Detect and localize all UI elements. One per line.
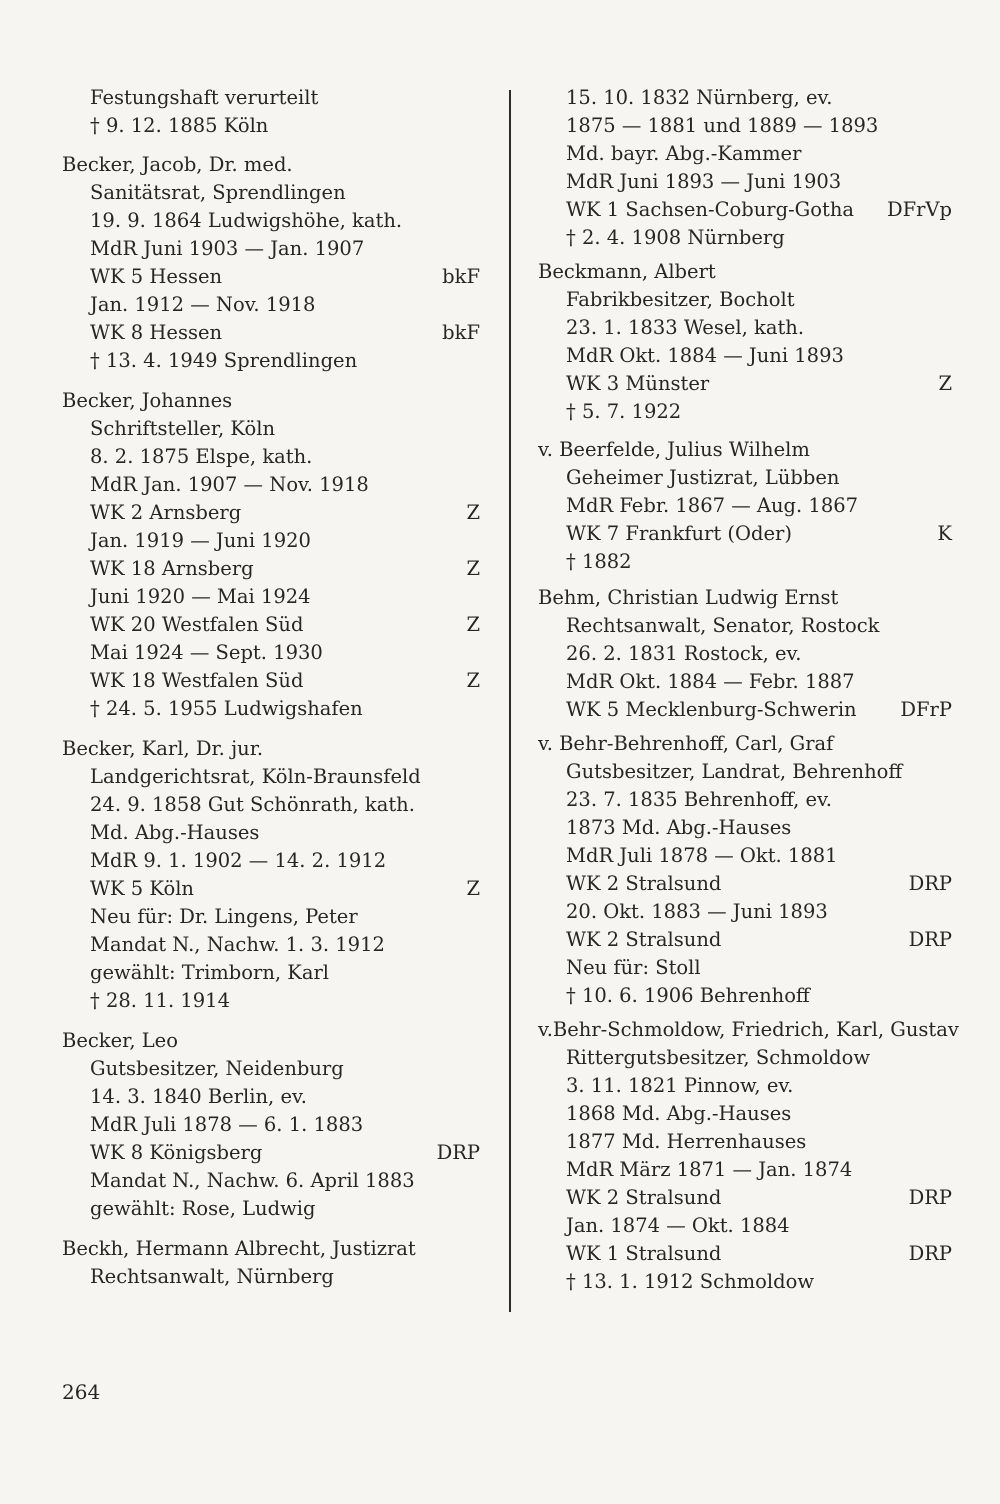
entry-line [62,763,480,791]
column-divider [509,90,511,1312]
entry-name [62,1027,480,1055]
entry-line [538,464,952,492]
entry-line-text: Rittergutsbesitzer, Schmoldow [566,1046,871,1069]
entry-line-text: WK 3 Münster [566,372,710,395]
entry-line-text: † 10. 6. 1906 Behrenhoff [566,984,810,1007]
entry-line [62,1263,480,1291]
entry-line [62,112,480,140]
party-label: K [937,522,952,545]
entry-line [62,639,480,667]
entry-line-text: Mandat N., Nachw. 6. April 1883 [90,1169,415,1192]
entry-line-text: Rechtsanwalt, Senator, Rostock [566,614,880,637]
entry-line-text: WK 2 Arnsberg [90,501,242,524]
entry-line-text: Md. Abg.-Hauses [90,821,260,844]
entry-line [538,814,952,842]
entry-line-text: 1873 Md. Abg.-Hauses [566,816,792,839]
party-label: DFrP [900,698,952,721]
entry-line [538,1240,952,1268]
entry-line [62,1083,480,1111]
party-label: bkF [442,321,480,344]
entry-line [62,207,480,235]
entry-line [538,1212,952,1240]
biography-entry [62,387,480,723]
entry-line-text: Geheimer Justizrat, Lübben [566,466,840,489]
entry-line-text: 1875 — 1881 und 1889 — 1893 [566,114,879,137]
entry-line-text: Landgerichtsrat, Köln-Braunsfeld [90,765,421,788]
entry-line-text: † 13. 4. 1949 Sprendlingen [90,349,358,372]
entry-line-text: 15. 10. 1832 Nürnberg, ev. [566,86,833,109]
entry-line-text: MdR Juli 1878 — 6. 1. 1883 [90,1113,364,1136]
entry-line [538,1100,952,1128]
entry-line-text: † 28. 11. 1914 [90,989,230,1012]
entry-line-text: gewählt: Rose, Ludwig [90,1197,316,1220]
entry-line-text: Becker, Karl, Dr. jur. [62,737,264,760]
entry-line-text: WK 20 Westfalen Süd [90,613,304,636]
entry-line [538,342,952,370]
entry-line [538,1156,952,1184]
entry-line [62,695,480,723]
entry-line-text: Beckmann, Albert [538,260,716,283]
entry-line [538,84,952,112]
entry-line-text: MdR Juli 1878 — Okt. 1881 [566,844,838,867]
entry-line-text: Rechtsanwalt, Nürnberg [90,1265,334,1288]
entry-line-text: 20. Okt. 1883 — Juni 1893 [566,900,828,923]
biography-entry [62,1027,480,1223]
entry-name [538,258,952,286]
entry-line [538,1268,952,1296]
entry-line [62,875,480,903]
entry-line [538,1184,952,1212]
entry-line [62,903,480,931]
biography-entry [62,84,480,140]
entry-line [538,982,952,1010]
entry-line-text: WK 18 Arnsberg [90,557,254,580]
party-label: DRP [436,1141,480,1164]
entry-line [62,555,480,583]
entry-line [538,786,952,814]
party-label: DRP [908,1186,952,1209]
entry-line-text: MdR Juni 1893 — Juni 1903 [566,170,842,193]
entry-line-text: 19. 9. 1864 Ludwigshöhe, kath. [90,209,403,232]
entry-line [62,1139,480,1167]
entry-line-text: MdR März 1871 — Jan. 1874 [566,1158,853,1181]
entry-name [62,1235,480,1263]
party-label: Z [466,501,480,524]
entry-line-text: † 13. 1. 1912 Schmoldow [566,1270,815,1293]
entry-line [62,791,480,819]
entry-line [62,263,480,291]
entry-line-text: Neu für: Stoll [566,956,701,979]
entry-line-text: Becker, Johannes [62,389,233,412]
entry-line [62,84,480,112]
entry-line-text: WK 7 Frankfurt (Oder) [566,522,792,545]
entry-line-text: WK 8 Königsberg [90,1141,263,1164]
entry-name [62,735,480,763]
entry-line [62,667,480,695]
entry-line [538,548,952,576]
entry-line [62,1111,480,1139]
entry-line-text: † 1882 [566,550,632,573]
entry-line-text: † 2. 4. 1908 Nürnberg [566,226,785,249]
entry-line-text: WK 2 Stralsund [566,872,722,895]
page-number: 264 [62,1380,101,1404]
biography-entry [62,1235,480,1291]
entry-line [538,112,952,140]
entry-line [62,471,480,499]
party-label: DRP [908,872,952,895]
entry-line [62,819,480,847]
party-label: Z [466,877,480,900]
entry-line [62,1195,480,1223]
entry-line-text: 26. 2. 1831 Rostock, ev. [566,642,802,665]
entry-line [538,492,952,520]
entry-line [62,347,480,375]
entry-line-text: WK 2 Stralsund [566,1186,722,1209]
entry-line [538,954,952,982]
entry-line [538,224,952,252]
entry-line-text: WK 1 Sachsen-Coburg-Gotha [566,198,855,221]
entry-line-text: MdR 9. 1. 1902 — 14. 2. 1912 [90,849,387,872]
entry-line-text: WK 8 Hessen [90,321,223,344]
entry-line-text: 8. 2. 1875 Elspe, kath. [90,445,313,468]
biography-entry [538,1016,959,1296]
biography-entry [538,84,952,252]
entry-line-text: gewählt: Trimborn, Karl [90,961,330,984]
entry-line-text: WK 1 Stralsund [566,1242,722,1265]
entry-line-text: 23. 1. 1833 Wesel, kath. [566,316,805,339]
entry-name [538,584,952,612]
biography-entry [538,436,952,576]
entry-name [538,1016,959,1044]
right-column [538,84,959,1296]
entry-line [538,842,952,870]
entry-line-text: MdR Okt. 1884 — Febr. 1887 [566,670,855,693]
biography-entry [538,730,952,1010]
entry-line-text: 24. 9. 1858 Gut Schönrath, kath. [90,793,415,816]
entry-line-text: WK 5 Hessen [90,265,223,288]
entry-line-text: Md. bayr. Abg.-Kammer [566,142,802,165]
biography-entry [538,258,952,426]
entry-line [62,1167,480,1195]
party-label: Z [466,557,480,580]
entry-line-text: 14. 3. 1840 Berlin, ev. [90,1085,307,1108]
entry-line [538,314,952,342]
entry-line [538,898,952,926]
entry-line [538,1044,952,1072]
party-label: DFrVp [886,198,952,221]
entry-name [538,436,952,464]
entry-line [538,696,952,724]
party-label: DRP [908,928,952,951]
entry-line [62,499,480,527]
entry-line-text: Mandat N., Nachw. 1. 3. 1912 [90,933,385,956]
party-label: Z [938,372,952,395]
entry-line-text: 23. 7. 1835 Behrenhoff, ev. [566,788,832,811]
party-label: Z [466,613,480,636]
entry-line-text: Jan. 1874 — Okt. 1884 [566,1214,790,1237]
entry-line-text: WK 18 Westfalen Süd [90,669,304,692]
entry-line [538,140,952,168]
entry-line [538,286,952,314]
entry-line-text: v. Behr-Behrenhoff, Carl, Graf [538,732,834,755]
entry-line-text: Gutsbesitzer, Neidenburg [90,1057,344,1080]
entry-line-text: Fabrikbesitzer, Bocholt [566,288,795,311]
entry-name [62,387,480,415]
biography-entry [538,584,952,724]
entry-line [62,179,480,207]
entry-line-text: Neu für: Dr. Lingens, Peter [90,905,358,928]
entry-line-text: MdR Febr. 1867 — Aug. 1867 [566,494,859,517]
entry-line [538,1072,952,1100]
entry-line-text: Jan. 1912 — Nov. 1918 [90,293,316,316]
entry-line-text: Becker, Jacob, Dr. med. [62,153,293,176]
entry-line-text: Gutsbesitzer, Landrat, Behrenhoff [566,760,903,783]
entry-line-text: Juni 1920 — Mai 1924 [90,585,311,608]
entry-line-text: Mai 1924 — Sept. 1930 [90,641,323,664]
entry-line [538,520,952,548]
left-column [62,84,480,1291]
party-label: DRP [908,1242,952,1265]
entry-line [538,168,952,196]
entry-line-text: WK 5 Köln [90,877,194,900]
entry-line-text: Festungshaft verurteilt [90,86,319,109]
entry-line-text: † 5. 7. 1922 [566,400,682,423]
entry-line-text: Sanitätsrat, Sprendlingen [90,181,346,204]
biography-entry [62,735,480,1015]
entry-line-text: WK 2 Stralsund [566,928,722,951]
entry-line [62,611,480,639]
entry-line [538,612,952,640]
entry-line-text: Jan. 1919 — Juni 1920 [90,529,311,552]
entry-line [62,319,480,347]
entry-line-text: Becker, Leo [62,1029,178,1052]
entry-line [538,870,952,898]
entry-line [62,415,480,443]
entry-line-text: v. Beerfelde, Julius Wilhelm [538,438,810,461]
entry-line [538,926,952,954]
entry-line [538,370,952,398]
entry-line [62,847,480,875]
entry-line [62,959,480,987]
entry-line-text: 1877 Md. Herrenhauses [566,1130,807,1153]
entry-line [62,1055,480,1083]
entry-line-text: † 9. 12. 1885 Köln [90,114,269,137]
entry-name [62,151,480,179]
biography-entry [62,151,480,375]
entry-line [62,583,480,611]
entry-line [62,235,480,263]
entry-line [538,398,952,426]
entry-line-text: Schriftsteller, Köln [90,417,276,440]
entry-line-text: MdR Juni 1903 — Jan. 1907 [90,237,365,260]
entry-line [62,527,480,555]
entry-line [538,668,952,696]
entry-line-text: Behm, Christian Ludwig Ernst [538,586,839,609]
party-label: bkF [442,265,480,288]
entry-line [538,640,952,668]
entry-line [62,931,480,959]
entry-line [62,443,480,471]
entry-line-text: 3. 11. 1821 Pinnow, ev. [566,1074,794,1097]
entry-line [538,196,952,224]
entry-line [538,1128,952,1156]
entry-line-text: MdR Jan. 1907 — Nov. 1918 [90,473,369,496]
entry-name [538,730,952,758]
party-label: Z [466,669,480,692]
entry-line-text: 1868 Md. Abg.-Hauses [566,1102,792,1125]
entry-line-text: Beckh, Hermann Albrecht, Justizrat [62,1237,416,1260]
entry-line-text: † 24. 5. 1955 Ludwigshafen [90,697,363,720]
entry-line [62,987,480,1015]
entry-line-text: MdR Okt. 1884 — Juni 1893 [566,344,844,367]
entry-line-text: WK 5 Mecklenburg-Schwerin [566,698,857,721]
entry-line [538,758,952,786]
entry-line [62,291,480,319]
entry-line-text: v.Behr-Schmoldow, Friedrich, Karl, Gustav [538,1018,959,1041]
